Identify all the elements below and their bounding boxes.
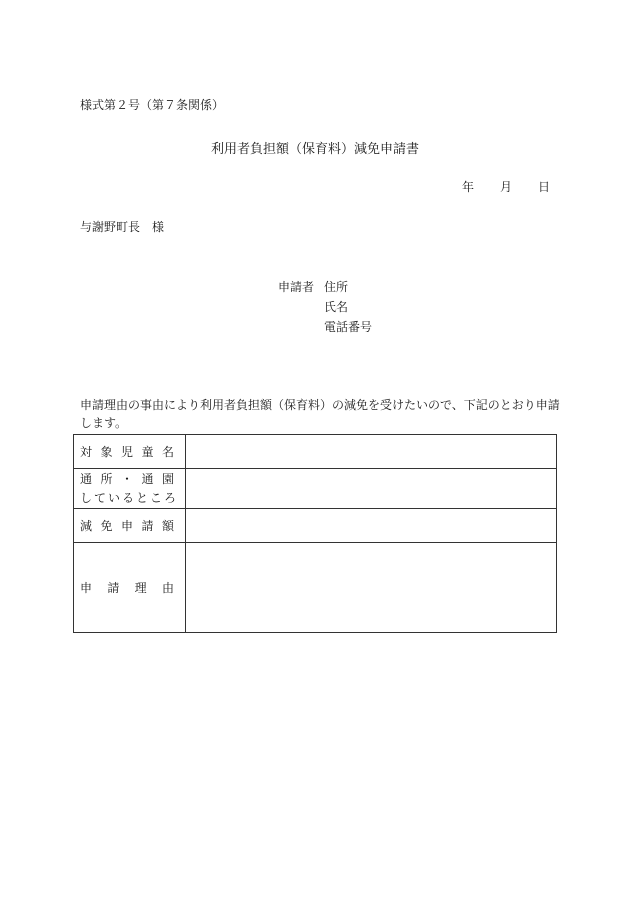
name-label: 氏名 <box>324 300 349 314</box>
table-row <box>74 509 557 543</box>
addressee: 与謝野町長 様 <box>80 220 165 234</box>
application-statement: 申請理由の事由により利用者負担額（保育料）の減免を受けたいので、下記のとおり申請します。 <box>80 398 560 430</box>
applicant-heading: 申請者 <box>278 280 315 294</box>
table-row <box>74 543 557 633</box>
facility-field[interactable] <box>186 469 557 509</box>
table-row <box>74 435 557 469</box>
facility-label: 通 所 ・ 通 園 しているところ <box>74 469 186 509</box>
date-year-label: 年 <box>461 180 474 194</box>
reason-field[interactable] <box>186 543 557 633</box>
document-title: 利用者負担額（保育料）減免申請書 <box>210 142 419 157</box>
date-line <box>462 178 550 195</box>
child-name-field[interactable] <box>186 435 557 469</box>
child-name-label: 対 象 児 童 名 <box>74 435 186 469</box>
reduction-amount-field[interactable] <box>186 509 557 543</box>
date-month-label: 月 <box>499 180 512 194</box>
date-day-label: 日 <box>537 180 550 194</box>
application-table <box>73 434 557 633</box>
table-row <box>74 469 557 509</box>
address-label: 住所 <box>324 280 349 294</box>
applicant-block <box>278 277 372 337</box>
form-number: 様式第２号（第７条関係） <box>80 98 225 112</box>
phone-label: 電話番号 <box>324 320 373 334</box>
reduction-amount-label: 減 免 申 請 額 <box>74 509 186 543</box>
reason-label: 申 請 理 由 <box>74 543 186 633</box>
